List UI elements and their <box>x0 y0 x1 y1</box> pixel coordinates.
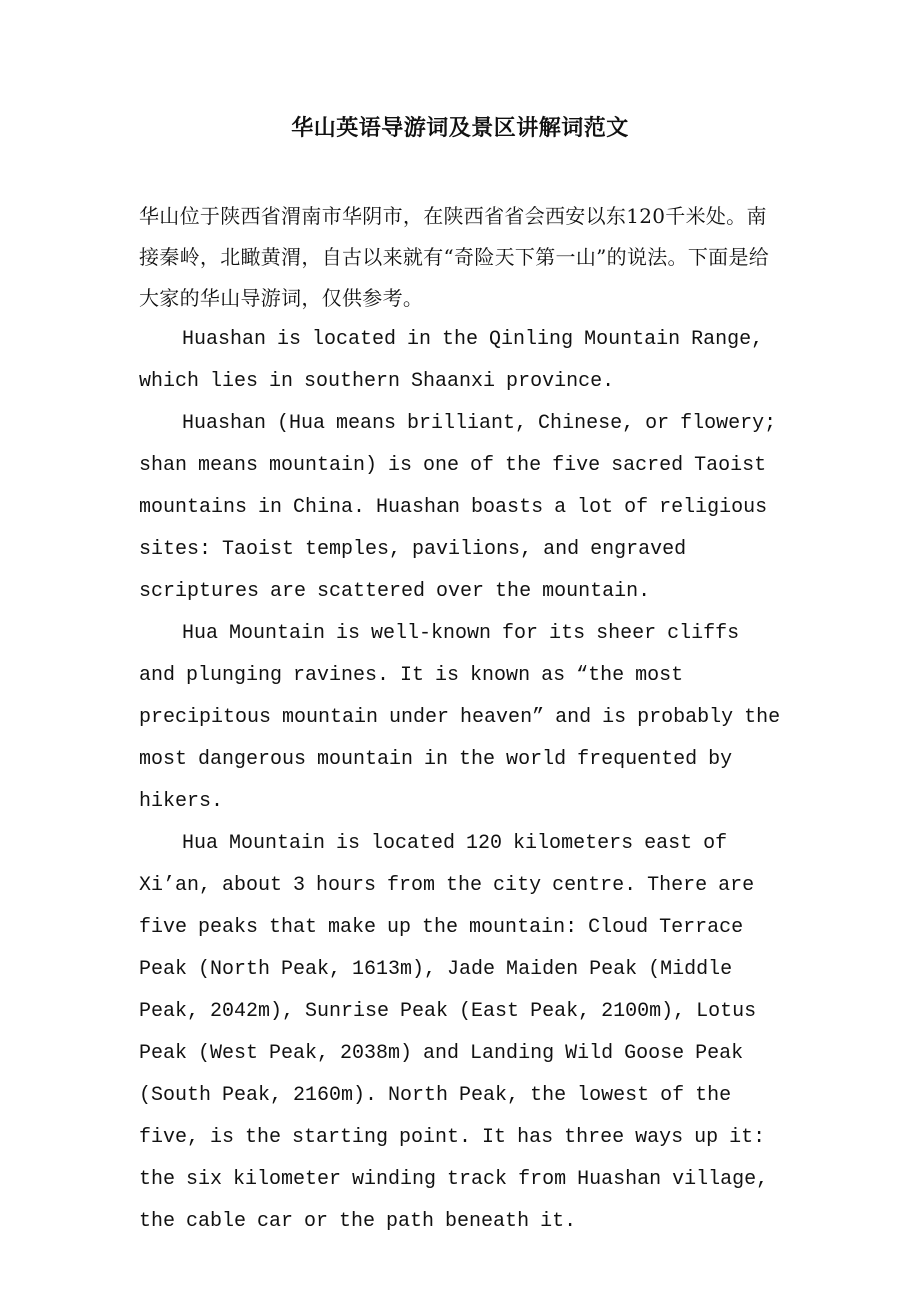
sacred-mountain-paragraph: Huashan (Hua means brilliant, Chinese, or flowery; shan means mountain) is one of the five sacred Taoist mountains in China. Huashan boasts a lot of religious sites: Taoist temples, pavilions, and engraved scriptures are scattered over the mountain. <box>139 412 777 603</box>
cliffs-paragraph: Hua Mountain is well-known for its sheer cliffs and plunging ravines. It is known as “the most precipitous mountain under heaven” and is probably the most dangerous mountain in the world frequented by hikers. <box>139 622 781 813</box>
document-body <box>139 196 781 1243</box>
page-title: 华山英语导游词及景区讲解词范文 <box>291 115 629 141</box>
peaks-paragraph: Hua Mountain is located 120 kilometers east of Xi’an, about 3 hours from the city centre. There are five peaks that make up the mountain: Cloud Terrace Peak (North Peak, 1613m), Jade Maiden Peak (Middle Peak, 2042m), Sunrise Peak (East Peak, 2100m), Lotus Peak (West Peak, 2038m) and Landing Wild Goose Peak (South Peak, 2160m). North Peak, the lowest of the five, is the starting point. It has three ways up it: the six kilometer winding track from Huashan village, the cable car or the path beneath it. <box>139 832 769 1233</box>
location-paragraph: Huashan is located in the Qinling Mountain Range, which lies in southern Shaanxi province. <box>139 328 764 393</box>
intro-paragraph: 华山位于陕西省渭南市华阴市，在陕西省省会西安以东120千米处。南接秦岭，北瞰黄渭，自古以来就有“奇险天下第一山”的说法。下面是给大家的华山导游词，仅供参考。 <box>139 204 770 310</box>
